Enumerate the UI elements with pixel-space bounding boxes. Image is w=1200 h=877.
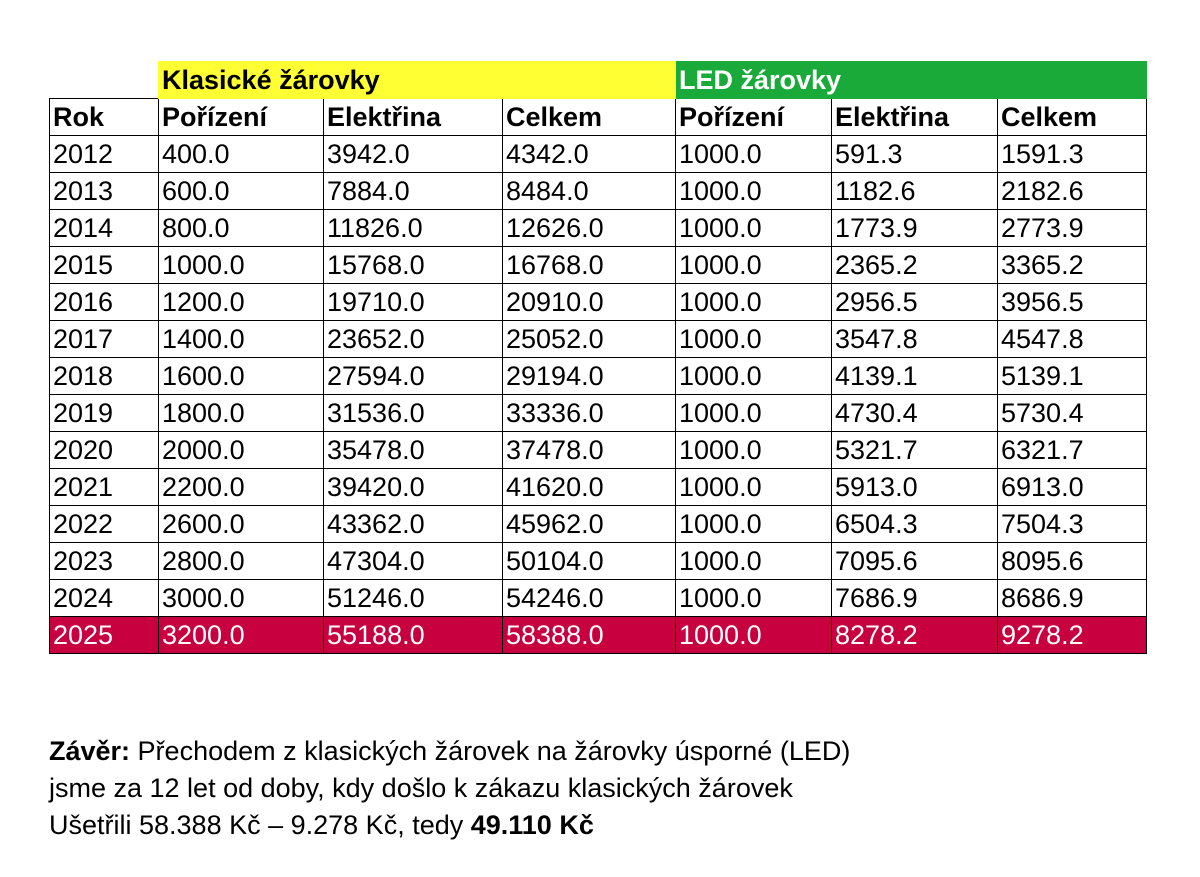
cell-year: 2021 — [50, 469, 159, 506]
conclusion-line-2: jsme za 12 let od doby, kdy došlo k zákazu klasických žárovek — [49, 773, 793, 803]
cell-classic-purchase: 3000.0 — [159, 580, 324, 617]
cell-classic-electricity: 27594.0 — [324, 358, 503, 395]
table-row — [50, 321, 1147, 358]
group-header-empty — [50, 62, 159, 99]
cell-led-purchase: 1000.0 — [676, 469, 832, 506]
table-row — [50, 358, 1147, 395]
cell-led-electricity: 4139.1 — [832, 358, 998, 395]
cell-classic-purchase: 2200.0 — [159, 469, 324, 506]
cell-classic-electricity: 55188.0 — [324, 617, 503, 654]
cell-year: 2025 — [50, 617, 159, 654]
cell-year: 2023 — [50, 543, 159, 580]
table-row-highlighted — [50, 617, 1147, 654]
column-header-row — [50, 99, 1147, 136]
cell-year: 2024 — [50, 580, 159, 617]
conclusion-text — [49, 733, 850, 844]
cell-classic-purchase: 1600.0 — [159, 358, 324, 395]
cell-classic-purchase: 2600.0 — [159, 506, 324, 543]
cell-led-purchase: 1000.0 — [676, 543, 832, 580]
cell-led-electricity: 7095.6 — [832, 543, 998, 580]
cell-classic-purchase: 2000.0 — [159, 432, 324, 469]
group-header-row — [50, 62, 1147, 99]
cell-classic-total: 45962.0 — [503, 506, 676, 543]
cell-led-purchase: 1000.0 — [676, 432, 832, 469]
column-header-led-total: Celkem — [998, 99, 1147, 136]
cell-year: 2019 — [50, 395, 159, 432]
cell-classic-electricity: 7884.0 — [324, 173, 503, 210]
cell-classic-purchase: 1800.0 — [159, 395, 324, 432]
cell-classic-total: 4342.0 — [503, 136, 676, 173]
table-row — [50, 210, 1147, 247]
cell-classic-total: 50104.0 — [503, 543, 676, 580]
cell-led-total: 9278.2 — [998, 617, 1147, 654]
cell-led-purchase: 1000.0 — [676, 210, 832, 247]
conclusion-line-1 — [49, 733, 850, 770]
cell-led-purchase: 1000.0 — [676, 358, 832, 395]
cell-led-electricity: 6504.3 — [832, 506, 998, 543]
cell-classic-purchase: 400.0 — [159, 136, 324, 173]
cell-led-purchase: 1000.0 — [676, 284, 832, 321]
cell-year: 2015 — [50, 247, 159, 284]
cell-classic-total: 29194.0 — [503, 358, 676, 395]
cell-led-total: 3365.2 — [998, 247, 1147, 284]
cell-led-total: 8095.6 — [998, 543, 1147, 580]
cell-led-electricity: 8278.2 — [832, 617, 998, 654]
cell-classic-purchase: 800.0 — [159, 210, 324, 247]
cell-classic-purchase: 1400.0 — [159, 321, 324, 358]
cell-year: 2020 — [50, 432, 159, 469]
cell-classic-purchase: 2800.0 — [159, 543, 324, 580]
table-row — [50, 136, 1147, 173]
cell-led-total: 1591.3 — [998, 136, 1147, 173]
cell-year: 2013 — [50, 173, 159, 210]
cell-led-purchase: 1000.0 — [676, 173, 832, 210]
cell-led-purchase: 1000.0 — [676, 136, 832, 173]
cell-classic-total: 54246.0 — [503, 580, 676, 617]
column-header-led-electricity: Elektřina — [832, 99, 998, 136]
cell-led-total: 6913.0 — [998, 469, 1147, 506]
cell-led-total: 6321.7 — [998, 432, 1147, 469]
cell-led-electricity: 1182.6 — [832, 173, 998, 210]
cell-classic-electricity: 15768.0 — [324, 247, 503, 284]
cell-led-total: 4547.8 — [998, 321, 1147, 358]
cell-led-purchase: 1000.0 — [676, 580, 832, 617]
comparison-table-body — [50, 62, 1147, 654]
cell-classic-electricity: 11826.0 — [324, 210, 503, 247]
cell-classic-total: 20910.0 — [503, 284, 676, 321]
savings-amount: 49.110 Kč — [470, 810, 594, 840]
table-row — [50, 432, 1147, 469]
column-header-classic-electricity: Elektřina — [324, 99, 503, 136]
cell-led-purchase: 1000.0 — [676, 617, 832, 654]
cell-classic-total: 58388.0 — [503, 617, 676, 654]
group-header-led: LED žárovky — [676, 62, 1147, 99]
cell-led-total: 2773.9 — [998, 210, 1147, 247]
cell-led-electricity: 5321.7 — [832, 432, 998, 469]
table-row — [50, 469, 1147, 506]
cell-classic-total: 16768.0 — [503, 247, 676, 284]
conclusion-line-3-text: Ušetřili 58.388 Kč – 9.278 Kč, tedy — [49, 810, 471, 840]
cell-classic-total: 8484.0 — [503, 173, 676, 210]
cell-classic-electricity: 43362.0 — [324, 506, 503, 543]
cell-led-total: 7504.3 — [998, 506, 1147, 543]
cell-classic-purchase: 1000.0 — [159, 247, 324, 284]
cell-classic-electricity: 39420.0 — [324, 469, 503, 506]
conclusion-label: Závěr: — [49, 736, 131, 766]
cell-led-total: 5139.1 — [998, 358, 1147, 395]
group-header-classic: Klasické žárovky — [159, 62, 676, 99]
cell-led-purchase: 1000.0 — [676, 506, 832, 543]
cell-classic-purchase: 3200.0 — [159, 617, 324, 654]
cell-led-purchase: 1000.0 — [676, 247, 832, 284]
column-header-classic-total: Celkem — [503, 99, 676, 136]
conclusion-line-1-text: Přechodem z klasických žárovek na žárovky úsporné (LED) — [130, 736, 851, 766]
column-header-led-purchase: Pořízení — [676, 99, 832, 136]
cell-classic-total: 33336.0 — [503, 395, 676, 432]
cell-year: 2022 — [50, 506, 159, 543]
cell-led-electricity: 1773.9 — [832, 210, 998, 247]
cell-classic-electricity: 51246.0 — [324, 580, 503, 617]
cell-led-electricity: 7686.9 — [832, 580, 998, 617]
cell-year: 2018 — [50, 358, 159, 395]
cell-classic-purchase: 1200.0 — [159, 284, 324, 321]
cell-led-purchase: 1000.0 — [676, 395, 832, 432]
cell-led-total: 2182.6 — [998, 173, 1147, 210]
table-row — [50, 173, 1147, 210]
cell-led-electricity: 2365.2 — [832, 247, 998, 284]
cell-classic-purchase: 600.0 — [159, 173, 324, 210]
cell-year: 2017 — [50, 321, 159, 358]
cell-classic-electricity: 3942.0 — [324, 136, 503, 173]
column-header-classic-purchase: Pořízení — [159, 99, 324, 136]
cell-classic-total: 25052.0 — [503, 321, 676, 358]
cell-led-electricity: 2956.5 — [832, 284, 998, 321]
cell-classic-electricity: 35478.0 — [324, 432, 503, 469]
cell-classic-electricity: 19710.0 — [324, 284, 503, 321]
cell-led-total: 3956.5 — [998, 284, 1147, 321]
table-row — [50, 580, 1147, 617]
cell-led-electricity: 5913.0 — [832, 469, 998, 506]
table-row — [50, 543, 1147, 580]
conclusion-line-3 — [49, 807, 850, 844]
cell-led-purchase: 1000.0 — [676, 321, 832, 358]
table-row — [50, 395, 1147, 432]
cell-year: 2014 — [50, 210, 159, 247]
table-row — [50, 284, 1147, 321]
cell-led-electricity: 591.3 — [832, 136, 998, 173]
cell-classic-electricity: 23652.0 — [324, 321, 503, 358]
cell-classic-electricity: 31536.0 — [324, 395, 503, 432]
cell-classic-total: 37478.0 — [503, 432, 676, 469]
cell-led-total: 8686.9 — [998, 580, 1147, 617]
cell-classic-total: 12626.0 — [503, 210, 676, 247]
cell-classic-electricity: 47304.0 — [324, 543, 503, 580]
table-row — [50, 247, 1147, 284]
cell-led-electricity: 4730.4 — [832, 395, 998, 432]
cell-classic-total: 41620.0 — [503, 469, 676, 506]
cell-led-electricity: 3547.8 — [832, 321, 998, 358]
cell-year: 2016 — [50, 284, 159, 321]
comparison-table — [49, 61, 1147, 654]
cell-year: 2012 — [50, 136, 159, 173]
column-header-year: Rok — [50, 99, 159, 136]
table-row — [50, 506, 1147, 543]
cell-led-total: 5730.4 — [998, 395, 1147, 432]
